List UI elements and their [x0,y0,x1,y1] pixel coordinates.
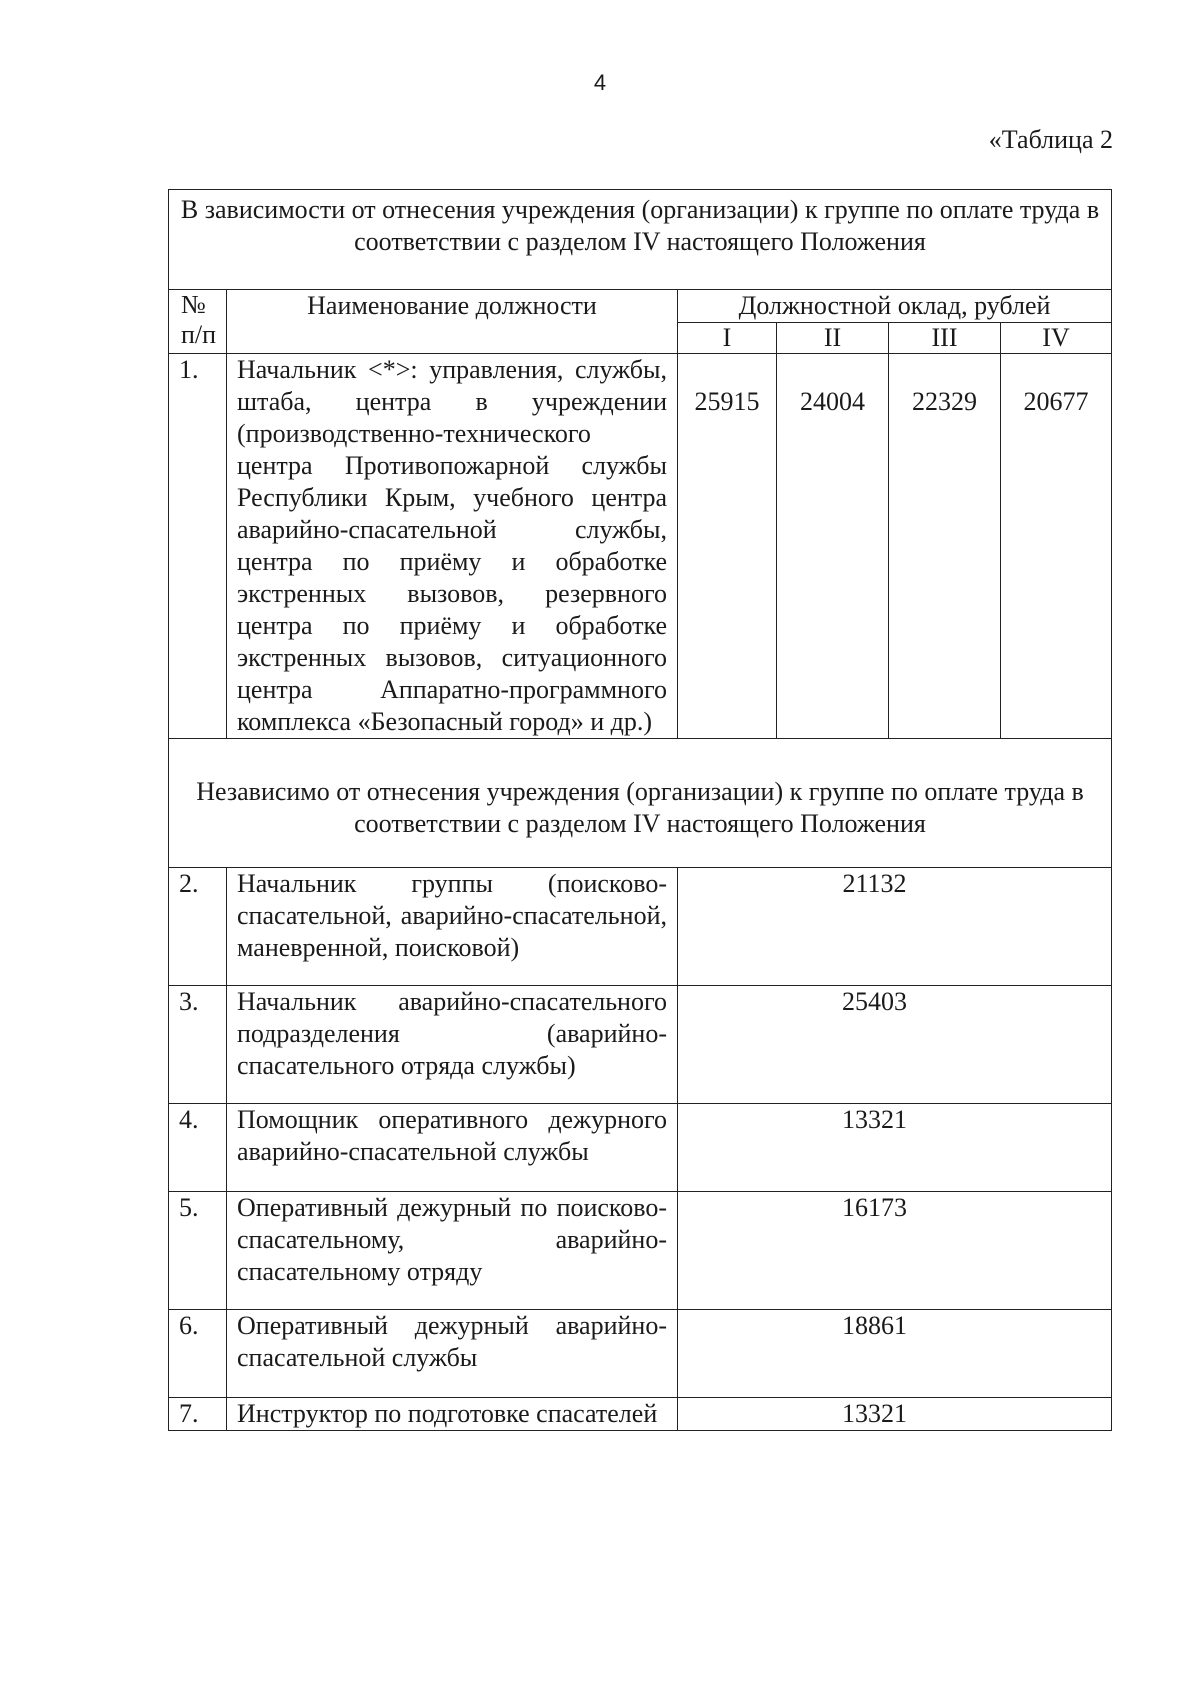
salary-value: 13321 [678,1104,1112,1192]
salary-value: 25915 [678,354,777,739]
table-caption: «Таблица 2 [988,125,1113,154]
table-row [169,1104,1112,1192]
position-name: Начальник группы (поисково-спасательной, аварийно-спасательной, маневренной, поисковой) [227,868,678,986]
grade-header: II [777,323,889,354]
section-independent-title: Независимо от отнесения учреждения (организации) к группе по оплате труда в соответствии с разделом IV настоящего Положения [169,739,1112,868]
column-header-number: № п/п [169,290,227,354]
salary-value: 21132 [678,868,1112,986]
position-name: Оперативный дежурный аварийно-спасательной службы [227,1310,678,1398]
salary-value: 18861 [678,1310,1112,1398]
salary-value: 13321 [678,1398,1112,1431]
table-row [169,986,1112,1104]
column-header-salary: Должностной оклад, рублей [678,290,1112,323]
row-number: 5. [169,1192,227,1310]
table-row [169,868,1112,986]
grade-header: III [889,323,1001,354]
position-name: Оперативный дежурный по поисково-спасательному, аварийно-спасательному отряду [227,1192,678,1310]
table-row [169,1192,1112,1310]
section-header-row [169,739,1112,868]
grade-header: IV [1001,323,1112,354]
row-number: 2. [169,868,227,986]
page-number: 4 [593,70,607,95]
row-number: 7. [169,1398,227,1431]
salary-value: 22329 [889,354,1001,739]
column-header-position: Наименование должности [227,290,678,354]
table-row [169,1398,1112,1431]
column-header-row [169,290,1112,323]
salary-value: 24004 [777,354,889,739]
section-header-row [169,190,1112,290]
table-row [169,1310,1112,1398]
salary-value: 16173 [678,1192,1112,1310]
section-dependent-title: В зависимости от отнесения учреждения (организации) к группе по оплате труда в соответствии с разделом IV настоящего Положения [169,190,1112,290]
position-name: Начальник <*>: управления, службы, штаба, центра в учреждении (производственно-технического центра Противопожарной службы Республики Крым, учебного центра аварийно-спасательной службы, центра по приёму и обработке экстренных вызовов, резервного центра по приёму и обработке экстренных вызовов, ситуационного центра Аппаратно-программного комплекса «Безопасный город» и др.) [227,354,678,739]
row-number: 4. [169,1104,227,1192]
table-row [169,354,1112,739]
position-name: Начальник аварийно-спасательного подразделения (аварийно-спасательного отряда службы) [227,986,678,1104]
row-number: 1. [169,354,227,739]
grade-header: I [678,323,777,354]
row-number: 3. [169,986,227,1104]
salary-value: 20677 [1001,354,1112,739]
salary-value: 25403 [678,986,1112,1104]
row-number: 6. [169,1310,227,1398]
position-name: Помощник оперативного дежурного аварийно-спасательной службы [227,1104,678,1192]
salary-table [168,189,1112,1431]
position-name: Инструктор по подготовке спасателей [227,1398,678,1431]
